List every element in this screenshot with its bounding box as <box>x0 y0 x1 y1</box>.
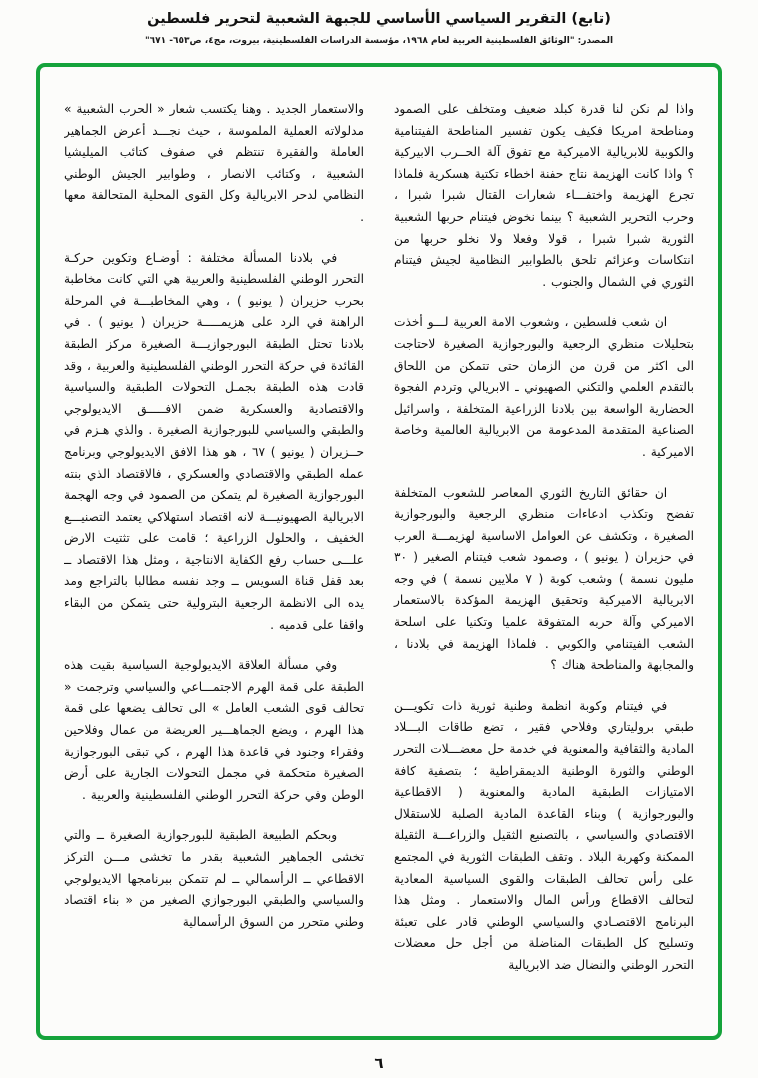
paragraph: واذا لم نكن لنا قدرة كبلد ضعيف ومتخلف على الصمود ومناطحة امريكا فكيف يكون تفسير المناطحة الفيتنامية والكوبية للابريالية الاميركية مع تفوق آلة الحــرب الابيركية ؟ واذا كانت الهزيمة نتاج حفنة اخطاء تكتية هسكرية فلماذا تجرع الهزيمة واختفـــاء شعارات القتال شبرا شبرا ، وحرب التحرير الشعبية ؟ بينما نخوض فيتنام حربها الشعبية الثورية شبرا شبرا ، قولا وفعلا ولا نخلو حربها من انتكاسات وعزائم تلحق بالطوابير النظامية لجيش فيتنام الثوري في الشمال والجنوب . <box>394 102 694 289</box>
paragraph: ان حقائق التاريخ الثوري المعاصر للشعوب المتخلفة تفضح وتكذب ادعاءات منظري الرجعية والبورجوازية الصغيرة ، وتكشف عن العوامل الاساسية لهزيمـــة العرب في حزيران ( يونيو ) ، وصمود شعب فيتنام الصغير ( ٣٠ مليون نسمة ) وشعب كوبة ( ٧ ملايين نسمة ) في وجه الابريالية الاميركية وتحقيق الهزيمة المؤكدة بالاستعمار الاميركي وآلة حربه المتفوقة علميا وتكنيا على اسلحة الشعب الفيتنامي والكوبي . فلماذا الهزيمة في بلادنا ، والمجابهة والمناطحة هناك ؟ <box>394 485 694 673</box>
green-border-box <box>36 63 722 1040</box>
paragraph: في بلادنا المسألة مختلفة : أوضـاع وتكوين حركـة التحرر الوطني الفلسطينية والعربية هي التي كانت مخاطبة بحرب حزيران ( يونيو ) ، وهي المخاطبـــة في المرحلة الراهنة في الرد على هزيمـــــة حزيران ( يونيو ) . في بلادنا تحتل الطبقة البورجوازيـــة الصغيرة مركز الطبقة القائدة في حركة التحرر الوطني الفلسطينية والعربية ، وقد قادت هذه الطبقة بجمـل التحولات الطبقية والسياسية والاقتصادية والعسكرية ضمن الافـــــق الايديولوجي والطبقي والسياسي للبورجوازية الصغيرة . والذي هـزم في حــزيران ( يونيو ) ٦٧ ، هو هذا الافق الايديولوجي وبرنامج عمله الطبقي والاقتصادي والعسكري ، فالاقتصاد الذي بنته البورجوازية الصغيرة لم يتمكن من الصمود في وجه الهجمة الابريالية الصهيونيـــة لانه اقتصاد استهلاكي يعتمد التصنيـــع الخفيف ، والحلول الزراعية ؛ قامت على تثتيت الارض علـــى حساب رفع الكفاية الانتاجية ، ومثل هذا الاقتصاد ــ بعد قفل قناة السويس ــ وجد نفسه مطالبا بالتراجع ومد يده الى الانظمة الرجعية البترولية حتى يتمكن من البقاء واقفا على قدميه . <box>64 250 364 632</box>
paragraph: والاستعمار الجديد . وهنا يكتسب شعار « الحرب الشعبية » مدلولاته العملية الملموسة ، حيث نجـــد أعرض الجماهير العاملة والفقيرة تنتظم في صفوف كتائب الميليشيا الشعبية ، وكتائب الانصار ، وطوابير الجيش الوطني النظامي لدحر الابريالية وكل القوى المحلية المتحالفة معها . <box>64 102 364 224</box>
two-column-layout <box>64 99 694 1016</box>
left-column <box>64 99 364 1016</box>
paragraph: وفي مسألة العلاقة الايديولوجية السياسية بقيت هذه الطبقة على قمة الهرم الاجتمـــاعي والسياسي وترجمت « تحالف قوى الشعب العامل » الى تحالف يضعها على قمة هذا الهرم ، ويضع الجماهـــير العريضة من عمال وفلاحين وفقراء وجنود في قاعدة هذا الهرم ، كي تبقى البورجوازية الصغيرة متحكمة في مجمل التحولات الجارية على أرض الوطن وفي حركة التحرر الوطني الفلسطينية والعربية . <box>64 658 364 802</box>
paragraph: وبحكم الطبيعة الطبقية للبورجوازية الصغيرة ــ والتي تخشى الجماهير الشعبية بقدر ما تخشى مـــن التركز الاقطاعي ــ الرأسمالي ــ لم تتمكن ببرنامجها الايديولوجي والسياسي والطبقي البورجوازي الصغير من « بناء اقتصاد وطني متحرر من السوق الرأسمالية <box>64 828 364 929</box>
page-number: ٦ <box>374 1054 384 1072</box>
paragraph: في فيتنام وكوبة انظمة وطنية ثورية ذات تكويـــن طبقي بروليتاري وفلاحي فقير ، تضع طاقات البـــلاد المادية والثقافية والمعنوية في خدمة حل معضـــلات التحرر الوطني والثورة الوطنية الديمقراطية ؛ بتصفية كافة الامتيازات الطبقية المادية والمعنوية ( الاقطاعية والبورجوازية ) وبناء القاعدة المادية الصلبة للاستقلال الاقتصادي والسياسي ، بالتصنيع الثقيل والزراعـــة الثقيلة الممكنة وكهربة البلاد . وتقف الطبقات الثورية في المجتمع على رأس تحالف الطبقات والقوى السياسية المعادية لتحالف الاقطاع ورأس المال والاستعمار . ومثل هذا البرنامج الاقتصـادي والسياسي الوطني قادر على تعبئة وتسليح كل الطبقات المناضلة من أجل حل معضلات التحرر الوطني والنضال ضد الابريالية <box>394 698 694 972</box>
page-title: (تابع) التقرير السياسي الأساسي للجبهة الشعبية لتحرير فلسطين <box>147 11 611 27</box>
paragraph: ان شعب فلسطين ، وشعوب الامة العربية لـــو أخذت بتحليلات منظري الرجعية والبورجوازية الصغيرة لاحتاجت الى اكثر من قرن من الزمان حتى تتمكن من اللحاق بالتقدم العلمي والتكني الصهيوني ـ الابريالي وتردم الفجوة الحضارية الواسعة بين بلادنا الزراعية المتخلفة ، واسرائيل الصناعية المتقدمة المدعومة من الابريالية العالمية وخاصة الاميركية . <box>394 315 694 459</box>
source-line: المصدر: "الوثائق الفلسطينية العربية لعام ١٩٦٨، مؤسسة الدراسات الفلسطينية، بيروت، مج٤، ص٦٥٣- ٦٧١" <box>144 36 614 46</box>
right-column <box>394 99 694 1016</box>
